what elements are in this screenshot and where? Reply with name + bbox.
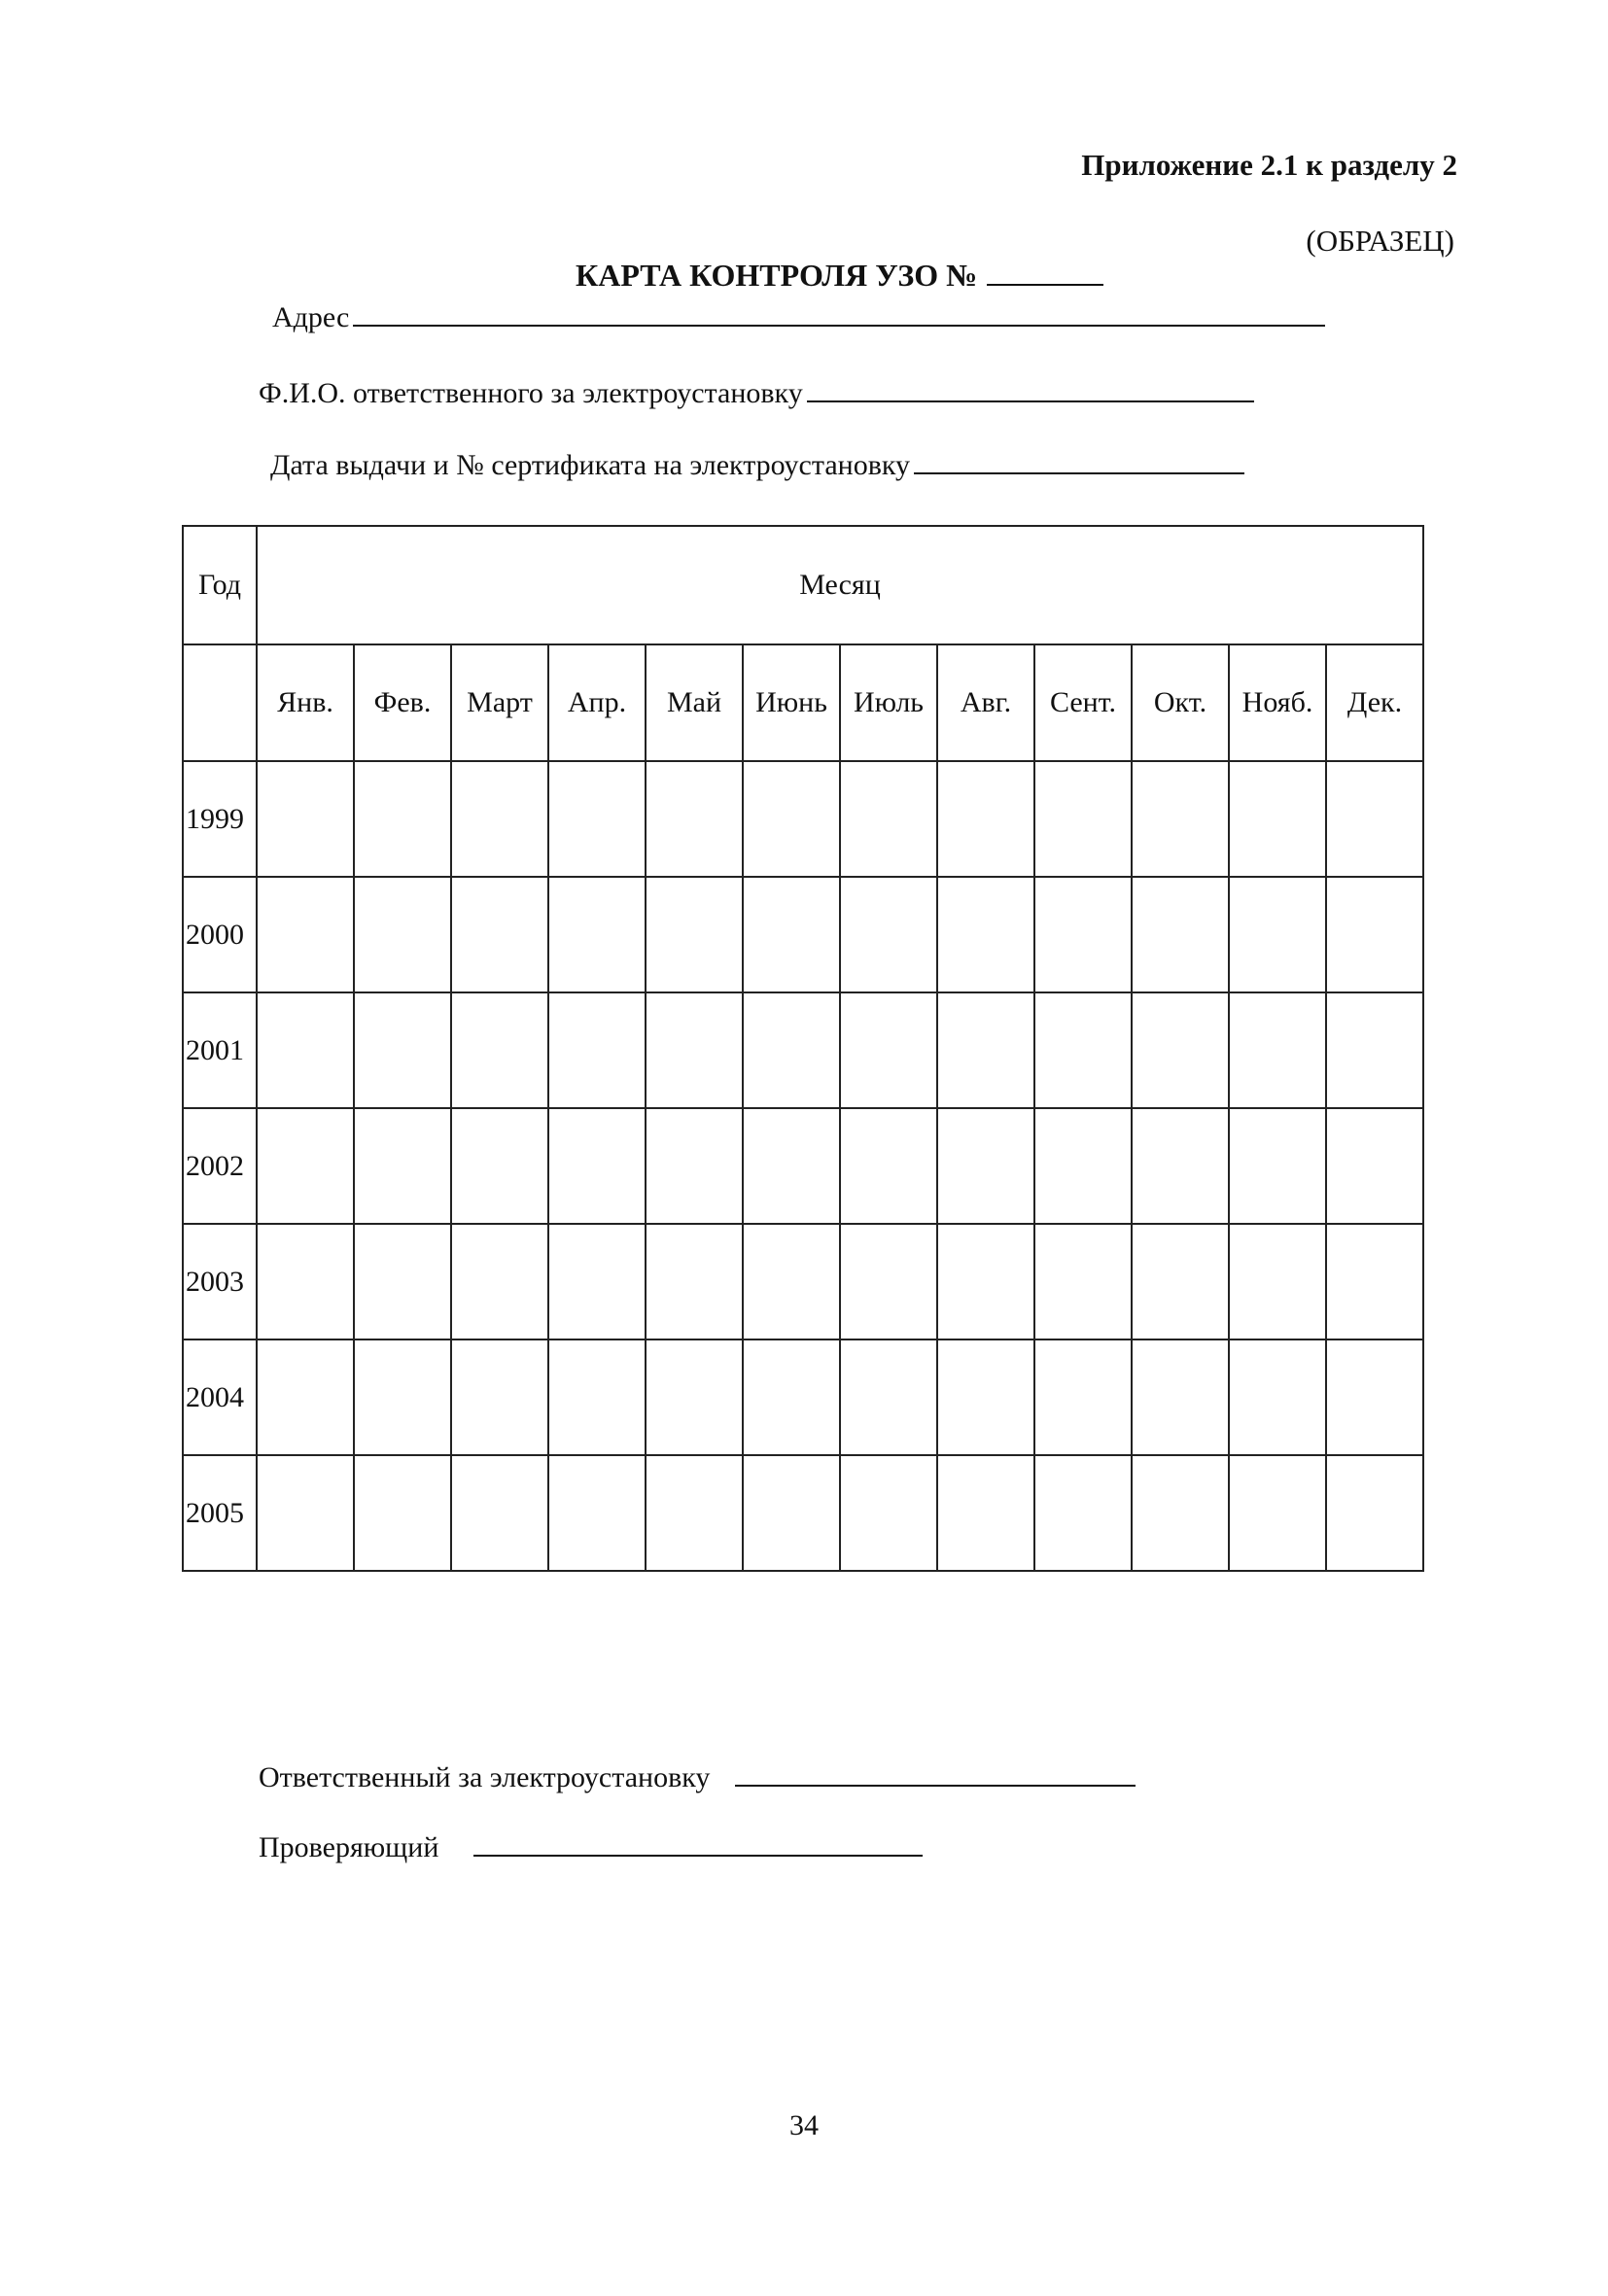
entry-cell[interactable] [257, 992, 354, 1108]
entry-cell[interactable] [840, 761, 937, 877]
entry-cell[interactable] [451, 1108, 548, 1224]
entry-cell[interactable] [451, 1339, 548, 1455]
entry-cell[interactable] [840, 1108, 937, 1224]
entry-cell[interactable] [1326, 1108, 1423, 1224]
month-header-cell: Июнь [743, 644, 840, 761]
month-header-cell: Фев. [354, 644, 451, 761]
entry-cell[interactable] [937, 1455, 1034, 1571]
table-row [183, 1224, 1423, 1339]
entry-cell[interactable] [257, 1108, 354, 1224]
years-body [183, 761, 1423, 1571]
entry-cell[interactable] [1229, 1339, 1326, 1455]
entry-cell[interactable] [937, 1339, 1034, 1455]
responsible-signature-blank [735, 1763, 1136, 1787]
entry-cell[interactable] [257, 761, 354, 877]
entry-cell[interactable] [743, 1339, 840, 1455]
entry-cell[interactable] [646, 1339, 743, 1455]
month-header-cell: Окт. [1132, 644, 1229, 761]
responsible-signature-label: Ответственный за электроустановку [259, 1761, 711, 1793]
table-row [183, 761, 1423, 877]
entry-cell[interactable] [1326, 1224, 1423, 1339]
entry-cell[interactable] [840, 1224, 937, 1339]
entry-cell[interactable] [937, 1108, 1034, 1224]
table-row [183, 1108, 1423, 1224]
entry-cell[interactable] [646, 1224, 743, 1339]
entry-cell[interactable] [1229, 992, 1326, 1108]
entry-cell[interactable] [257, 1339, 354, 1455]
month-header-cell: Авг. [937, 644, 1034, 761]
entry-cell[interactable] [1034, 1455, 1132, 1571]
entry-cell[interactable] [743, 1455, 840, 1571]
certificate-label: Дата выдачи и № сертификата на электроустановку [270, 449, 911, 481]
entry-cell[interactable] [1034, 761, 1132, 877]
entry-cell[interactable] [548, 1455, 646, 1571]
title-text: КАРТА КОНТРОЛЯ УЗО № [576, 258, 978, 293]
month-header-cell: Янв. [257, 644, 354, 761]
entry-cell[interactable] [1132, 761, 1229, 877]
entry-cell[interactable] [257, 1224, 354, 1339]
page-number: 34 [789, 2109, 819, 2141]
month-header-cell: Дек. [1326, 644, 1423, 761]
year-header: Год [183, 526, 257, 644]
year-cell: 2001 [183, 992, 257, 1108]
certificate-blank [914, 449, 1244, 474]
entry-cell[interactable] [354, 877, 451, 992]
entry-cell[interactable] [548, 992, 646, 1108]
table-row [183, 992, 1423, 1108]
entry-cell[interactable] [743, 761, 840, 877]
entry-cell[interactable] [354, 1224, 451, 1339]
responsible-name-field [259, 377, 1254, 410]
appendix-caption: Приложение 2.1 к разделу 2 [1081, 148, 1457, 182]
year-cell: 2005 [183, 1455, 257, 1571]
month-header-cell: Июль [840, 644, 937, 761]
sample-label: (ОБРАЗЕЦ) [1306, 224, 1454, 258]
certificate-field [270, 449, 1244, 482]
year-cell: 1999 [183, 761, 257, 877]
entry-cell[interactable] [354, 761, 451, 877]
entry-cell[interactable] [1326, 992, 1423, 1108]
entry-cell[interactable] [1326, 1455, 1423, 1571]
entry-cell[interactable] [1132, 877, 1229, 992]
entry-cell[interactable] [646, 1108, 743, 1224]
entry-cell[interactable] [937, 761, 1034, 877]
entry-cell[interactable] [354, 1339, 451, 1455]
entry-cell[interactable] [354, 1455, 451, 1571]
entry-cell[interactable] [1229, 1455, 1326, 1571]
entry-cell[interactable] [1034, 1108, 1132, 1224]
entry-cell[interactable] [1229, 1108, 1326, 1224]
address-label: Адрес [272, 301, 350, 333]
entry-cell[interactable] [451, 992, 548, 1108]
entry-cell[interactable] [646, 877, 743, 992]
entry-cell[interactable] [1229, 877, 1326, 992]
address-blank [353, 301, 1325, 327]
document-title [576, 258, 1103, 294]
entry-cell[interactable] [937, 1224, 1034, 1339]
responsible-name-label: Ф.И.О. ответственного за электроустановку [259, 377, 803, 409]
month-header-cell: Нояб. [1229, 644, 1326, 761]
months-row [183, 644, 1423, 761]
entry-cell[interactable] [354, 992, 451, 1108]
entry-cell[interactable] [451, 761, 548, 877]
year-cell: 2000 [183, 877, 257, 992]
entry-cell[interactable] [1132, 992, 1229, 1108]
entry-cell[interactable] [840, 1455, 937, 1571]
inspector-signature-label: Проверяющий [259, 1831, 439, 1863]
entry-cell[interactable] [743, 992, 840, 1108]
year-header-blank [183, 644, 257, 761]
entry-cell[interactable] [451, 1455, 548, 1571]
entry-cell[interactable] [548, 1108, 646, 1224]
entry-cell[interactable] [451, 1224, 548, 1339]
table-row [183, 877, 1423, 992]
inspector-signature [259, 1831, 923, 1864]
entry-cell[interactable] [1132, 1455, 1229, 1571]
entry-cell[interactable] [451, 877, 548, 992]
control-table [182, 525, 1424, 1572]
entry-cell[interactable] [1034, 1224, 1132, 1339]
entry-cell[interactable] [1034, 877, 1132, 992]
entry-cell[interactable] [1132, 1224, 1229, 1339]
entry-cell[interactable] [548, 1224, 646, 1339]
responsible-name-blank [807, 377, 1254, 402]
entry-cell[interactable] [840, 992, 937, 1108]
year-cell: 2003 [183, 1224, 257, 1339]
month-header-cell: Май [646, 644, 743, 761]
address-field [272, 301, 1325, 334]
entry-cell[interactable] [743, 1108, 840, 1224]
entry-cell[interactable] [1326, 877, 1423, 992]
month-header: Месяц [257, 526, 1423, 644]
year-cell: 2002 [183, 1108, 257, 1224]
entry-cell[interactable] [743, 877, 840, 992]
entry-cell[interactable] [840, 1339, 937, 1455]
entry-cell[interactable] [743, 1224, 840, 1339]
entry-cell[interactable] [548, 761, 646, 877]
year-cell: 2004 [183, 1339, 257, 1455]
entry-cell[interactable] [646, 992, 743, 1108]
entry-cell[interactable] [548, 877, 646, 992]
table-row [183, 1455, 1423, 1571]
entry-cell[interactable] [1229, 761, 1326, 877]
month-header-cell: Март [451, 644, 548, 761]
entry-cell[interactable] [646, 1455, 743, 1571]
month-header-cell: Сент. [1034, 644, 1132, 761]
entry-cell[interactable] [257, 1455, 354, 1571]
entry-cell[interactable] [1326, 1339, 1423, 1455]
entry-cell[interactable] [1326, 761, 1423, 877]
table-row [183, 1339, 1423, 1455]
entry-cell[interactable] [1034, 1339, 1132, 1455]
table-header-row [183, 526, 1423, 644]
entry-cell[interactable] [937, 992, 1034, 1108]
entry-cell[interactable] [354, 1108, 451, 1224]
entry-cell[interactable] [840, 877, 937, 992]
inspector-signature-blank [473, 1833, 923, 1857]
entry-cell[interactable] [1229, 1224, 1326, 1339]
entry-cell[interactable] [937, 877, 1034, 992]
entry-cell[interactable] [646, 761, 743, 877]
responsible-signature [259, 1761, 1136, 1794]
entry-cell[interactable] [548, 1339, 646, 1455]
entry-cell[interactable] [1132, 1108, 1229, 1224]
card-number-blank [987, 259, 1103, 286]
entry-cell[interactable] [1034, 992, 1132, 1108]
entry-cell[interactable] [1132, 1339, 1229, 1455]
month-header-cell: Апр. [548, 644, 646, 761]
entry-cell[interactable] [257, 877, 354, 992]
